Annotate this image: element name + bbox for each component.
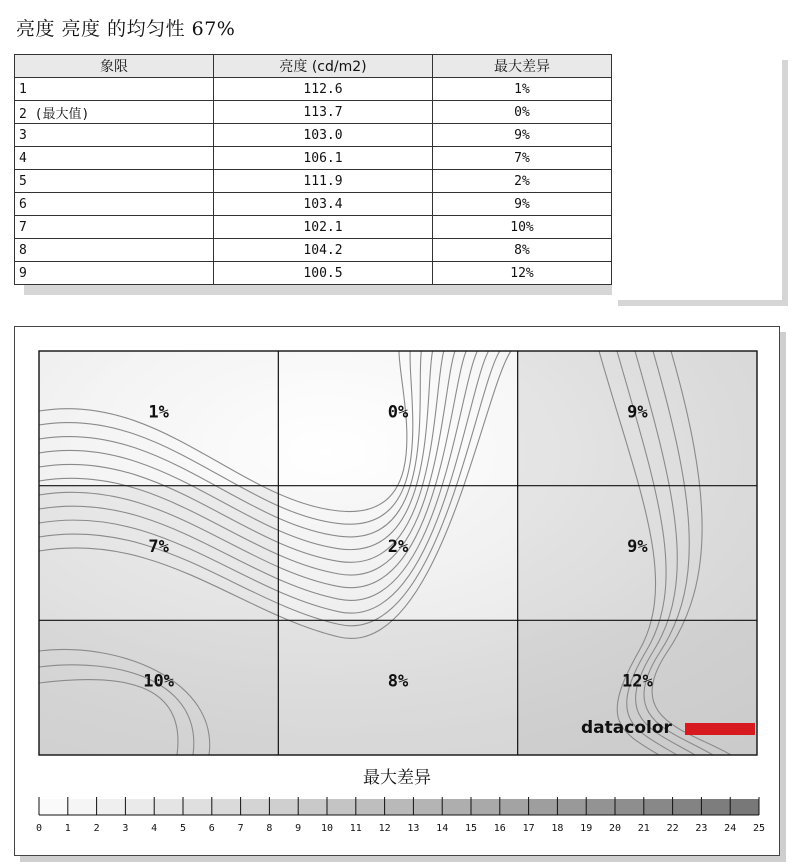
scale-swatch (701, 799, 730, 815)
scale-title: 最大差异 (363, 768, 431, 788)
scale-tick-label: 6 (208, 823, 215, 834)
cell-value-label: 12% (621, 671, 653, 692)
scale-tick-label: 20 (608, 823, 622, 834)
luminance-cell: 113.7 (214, 101, 433, 124)
scale-swatch (586, 799, 615, 815)
scale-swatch (385, 799, 414, 815)
scale-swatch (212, 799, 241, 815)
max-diff-cell: 12% (433, 262, 612, 285)
max-diff-cell: 0% (433, 101, 612, 124)
scale-swatch (356, 799, 385, 815)
uniformity-table-container (14, 54, 612, 285)
scale-swatch (644, 799, 673, 815)
quadrant-cell: 1 (15, 78, 214, 101)
max-diff-cell: 9% (433, 193, 612, 216)
scale-swatch (97, 799, 126, 815)
scale-swatch (615, 799, 644, 815)
scale-swatch (529, 799, 558, 815)
scale-tick-label: 11 (349, 823, 362, 834)
scale-swatch (39, 799, 68, 815)
scale-swatch (557, 799, 586, 815)
luminance-cell: 106.1 (214, 147, 433, 170)
table-row (15, 170, 612, 193)
luminance-cell: 112.6 (214, 78, 433, 101)
scale-swatch (154, 799, 183, 815)
scale-tick-label: 13 (407, 823, 420, 834)
scale-tick-label: 12 (378, 823, 391, 834)
quadrant-cell: 7 (15, 216, 214, 239)
quadrant-cell: 5 (15, 170, 214, 193)
datacolor-logo-bar (685, 723, 755, 735)
scale-tick-label: 7 (237, 823, 244, 834)
quadrant-cell: 8 (15, 239, 214, 262)
quadrant-cell: 4 (15, 147, 214, 170)
max-diff-cell: 8% (433, 239, 612, 262)
scale-tick-label: 1 (64, 823, 71, 834)
scale-tick-label: 5 (179, 823, 187, 834)
quadrant-cell: 6 (15, 193, 214, 216)
scale-swatch (442, 799, 471, 815)
table-row (15, 262, 612, 285)
scale-tick-label: 18 (551, 823, 564, 834)
scale-swatch (68, 799, 97, 815)
scale-tick-label: 15 (464, 823, 478, 834)
cell-value-label: 9% (627, 402, 648, 423)
header-max-diff: 最大差异 (433, 55, 612, 78)
quadrant-cell: 3 (15, 124, 214, 147)
table-row (15, 216, 612, 239)
luminance-cell: 103.0 (214, 124, 433, 147)
header-luminance: 亮度 (cd/m2) (214, 55, 433, 78)
quadrant-cell: 9 (15, 262, 214, 285)
cell-value-label: 8% (387, 671, 409, 692)
table-row (15, 147, 612, 170)
scale-tick-label: 21 (637, 823, 650, 834)
header-quadrant: 象限 (15, 55, 214, 78)
scale-swatch (413, 799, 442, 815)
page-title: 亮度 亮度 的均匀性 67% (16, 18, 236, 40)
scale-tick-label: 22 (666, 823, 679, 834)
cell-value-label: 0% (387, 402, 409, 423)
scale-swatch (183, 799, 212, 815)
scale-tick-label: 19 (580, 823, 593, 834)
max-diff-cell: 2% (433, 170, 612, 193)
scale-tick-label: 16 (493, 823, 506, 834)
datacolor-logo: datacolor (581, 718, 672, 738)
table-row (15, 193, 612, 216)
cell-value-label: 1% (148, 402, 169, 423)
scale-tick-label: 23 (695, 823, 708, 834)
max-diff-cell: 9% (433, 124, 612, 147)
scale-tick-label: 0 (35, 823, 43, 834)
table-row (15, 124, 612, 147)
scale-swatch (471, 799, 500, 815)
uniformity-chart-frame (14, 326, 780, 856)
scale-swatch (327, 799, 356, 815)
scale-swatch (125, 799, 154, 815)
scale-swatch (673, 799, 702, 815)
scale-tick-label: 25 (752, 823, 766, 834)
luminance-cell: 100.5 (214, 262, 433, 285)
scale-swatch (241, 799, 270, 815)
scale-swatch (269, 799, 298, 815)
scale-tick-label: 3 (122, 823, 129, 834)
table-header-row (15, 55, 612, 78)
max-diff-cell: 10% (433, 216, 612, 239)
cell-value-label: 10% (143, 671, 175, 692)
scale-tick-label: 10 (320, 823, 334, 834)
table-row (15, 239, 612, 262)
uniformity-table (14, 54, 612, 285)
cell-value-label: 2% (387, 537, 409, 557)
scale-tick-label: 9 (295, 823, 302, 834)
scale-tick-label: 4 (151, 823, 158, 834)
luminance-cell: 111.9 (214, 170, 433, 193)
scale-tick-label: 2 (93, 823, 100, 834)
scale-swatch (298, 799, 327, 815)
scale-swatch (500, 799, 529, 815)
scale-tick-label: 17 (522, 823, 535, 834)
quadrant-cell: 2 (最大值) (15, 101, 214, 124)
max-diff-cell: 7% (433, 147, 612, 170)
scale-tick-label: 8 (266, 823, 273, 834)
uniformity-heatmap (15, 327, 779, 855)
cell-value-label: 9% (627, 537, 648, 557)
table-row (15, 101, 612, 124)
scale-tick-label: 14 (436, 823, 449, 834)
luminance-cell: 104.2 (214, 239, 433, 262)
luminance-cell: 102.1 (214, 216, 433, 239)
scale-tick-label: 24 (724, 823, 737, 834)
max-diff-cell: 1% (433, 78, 612, 101)
table-row (15, 78, 612, 101)
scale-swatch (730, 799, 759, 815)
luminance-cell: 103.4 (214, 193, 433, 216)
cell-value-label: 7% (148, 537, 169, 557)
